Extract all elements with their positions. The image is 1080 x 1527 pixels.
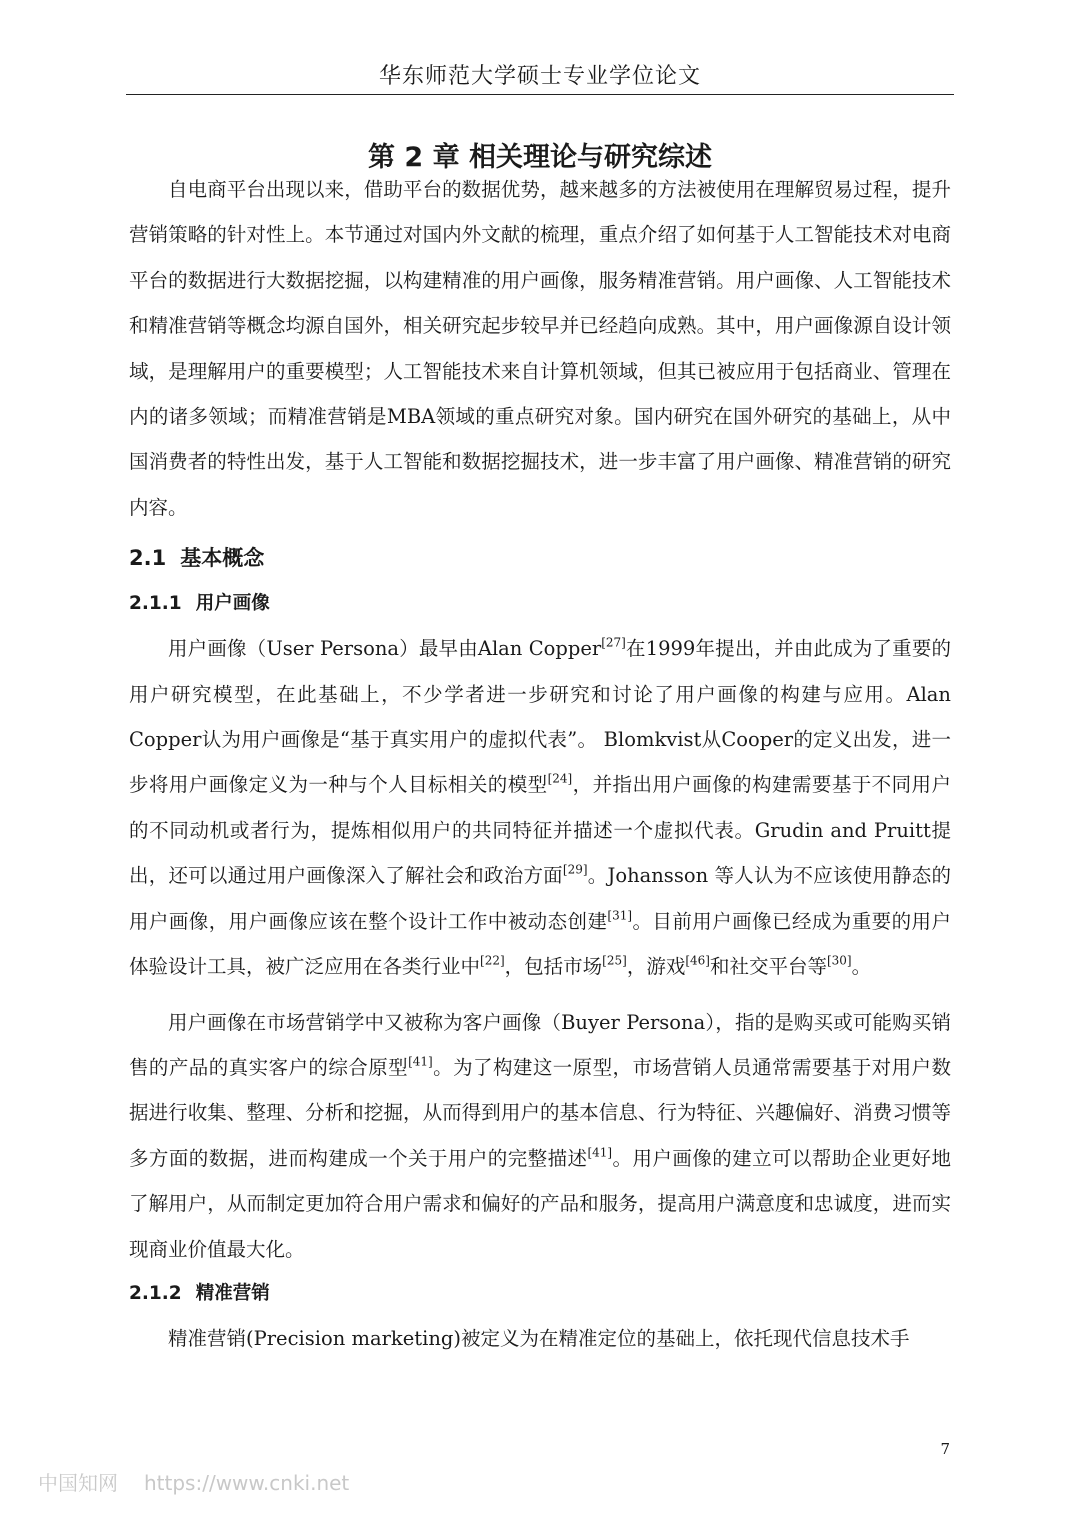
chapter-title: 第 2 章 相关理论与研究综述 — [368, 142, 712, 174]
subsection-title: 精准营销 — [195, 1282, 270, 1304]
text-run: 在1999年提出，并由此成为了重要的用户研究模型，在此基础上，不少学者进一步研究和讨论了用户画像的构建与应用。Alan Copper认为用户画像是“基于真实用户的虚拟代表”。 Blomkvist从Cooper的定义出发，进一步将用户画像定义为一种与个人目标相关的模型 — [129, 637, 951, 797]
text-run: 。目前用户画像已经成为重要的用户体验设计工具，被广泛应用在各类行业中 — [129, 909, 951, 979]
subsection-number: 2.1.2 — [129, 1282, 182, 1304]
subsection-heading-2-1-1 — [129, 582, 951, 626]
citation: [27] — [601, 635, 626, 650]
watermark-url: https://www.cnki.net — [144, 1471, 350, 1495]
text-run: 。 — [851, 955, 872, 979]
user-persona-paragraph-1 — [129, 626, 951, 989]
text-run: ，包括市场 — [504, 955, 603, 979]
running-header: 华东师范大学硕士专业学位论文 — [378, 64, 701, 89]
text-run: 。为了构建这一原型，市场营销人员通常需要基于对用户数据进行收集、整理、分析和挖掘，从而得到用户的基本信息、行为特征、兴趣偏好、消费习惯等多方面的数据，进而构建成一个关于用户的完整描述 — [129, 1055, 951, 1170]
text-run: 用户画像（User Persona）最早由Alan Copper — [168, 637, 602, 661]
section-title: 基本概念 — [180, 546, 265, 571]
citation: [41] — [408, 1054, 433, 1069]
text-run: 。Johansson 等人认为不应该使用静态的用户画像，用户画像应该在整个设计工作中被动态创建 — [129, 864, 951, 933]
subsection-number: 2.1.1 — [129, 593, 182, 615]
citation: [25] — [602, 953, 627, 968]
cnki-watermark — [38, 1467, 349, 1496]
section-number: 2.1 — [129, 546, 167, 571]
header-rule — [126, 94, 954, 95]
text-run: 和社交平台等 — [709, 955, 827, 979]
text-run: 。用户画像的建立可以帮助企业更好地了解用户，从而制定更加符合用户需求和偏好的产品和服务，提高用户满意度和忠诚度，进而实现商业价值最大化。 — [129, 1146, 951, 1261]
precision-marketing-paragraph: 精准营销(Precision marketing)被定义为在精准定位的基础上，依托现代信息技术手 — [168, 1326, 910, 1350]
text-run: ，并指出用户画像的构建需要基于不同用户的不同动机或者行为，提炼相似用户的共同特征并描述一个虚拟代表。Grudin and Pruitt提出，还可以通过用户画像深入了解社会和政治方面 — [129, 773, 951, 888]
intro-paragraph: 自电商平台出现以来，借助平台的数据优势，越来越多的方法被使用在理解贸易过程，提升营销策略的针对性上。本节通过对国内外文献的梳理，重点介绍了如何基于人工智能技术对电商平台的数据进行大数据挖掘，以构建精准的用户画像，服务精准营销。用户画像、人工智能技术和精准营销等概念均源自国外，相关研究起步较早并已经趋向成熟。其中，用户画像源自设计领域，是理解用户的重要模型；人工智能技术来自计算机领域，但其已被应用于包括商业、管理在内的诸多领域；而精准营销是MBA领域的重点研究对象。国内研究在国外研究的基础上，从中国消费者的特性出发，基于人工智能和数据挖掘技术，进一步丰富了用户画像、精准营销的研究内容。 — [129, 178, 951, 519]
citation: [29] — [562, 862, 588, 877]
page-body — [129, 167, 951, 1361]
text-run: ，游戏 — [626, 955, 686, 979]
user-persona-paragraph-2 — [129, 1000, 951, 1272]
citation: [22] — [480, 953, 505, 968]
page-number: 7 — [940, 1440, 950, 1458]
subsection-heading-2-1-2 — [129, 1272, 951, 1316]
watermark-brand: 中国知网 — [38, 1471, 118, 1495]
citation: [30] — [826, 953, 852, 968]
citation: [46] — [685, 953, 710, 968]
text-run: 用户画像在市场营销学中又被称为客户画像（Buyer Persona），指的是购买或可能购买销售的产品的真实客户的综合原型 — [129, 1010, 951, 1079]
section-heading-2-1 — [129, 534, 951, 582]
citation: [41] — [587, 1145, 613, 1160]
citation: [24] — [547, 772, 573, 787]
subsection-title: 用户画像 — [195, 593, 270, 615]
citation: [31] — [607, 908, 633, 923]
